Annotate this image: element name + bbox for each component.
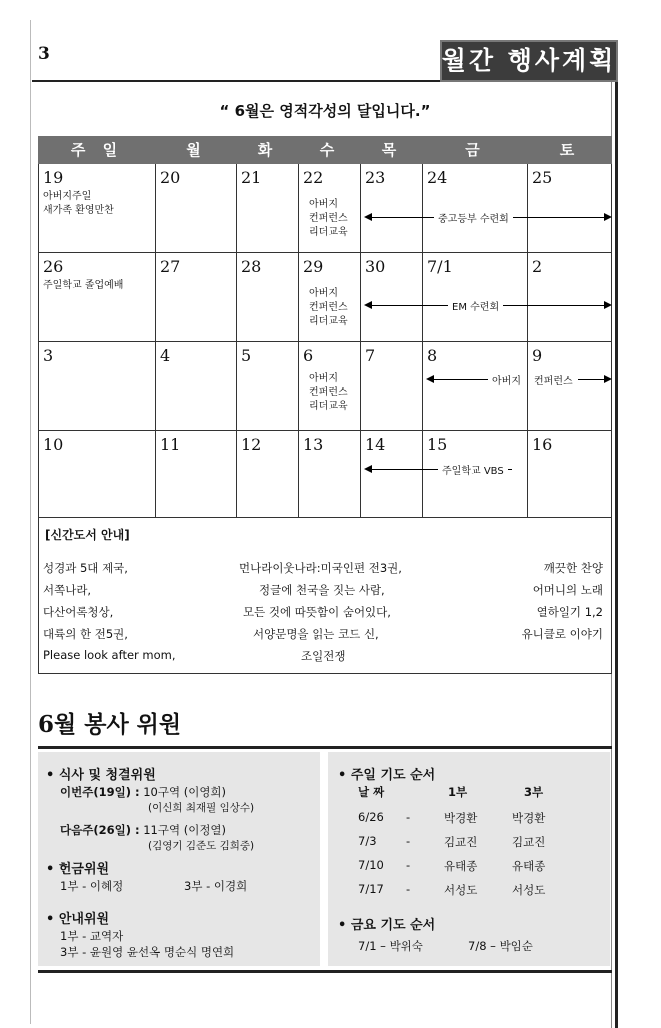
note-line: 아버지주일	[43, 191, 92, 202]
day-cell	[528, 164, 612, 253]
meal-this-week-group: 10구역 (이영희)	[143, 785, 227, 799]
note-line: 아버지	[309, 288, 338, 299]
prayer-third: 박경환	[512, 811, 546, 825]
prayer-dash: -	[406, 810, 411, 824]
arrow-left-head	[364, 213, 372, 221]
day-number: 20	[160, 168, 181, 187]
page-title: 월간 행사계획	[440, 40, 618, 82]
day-number: 22	[303, 168, 324, 187]
prayer-date: 7/17	[358, 882, 384, 896]
book-title: 서양문명을 읽는 코드 신,	[253, 627, 379, 641]
page-number: 3	[38, 44, 50, 64]
day-cell	[156, 164, 237, 253]
new-books-box	[38, 518, 612, 674]
prayer-date: 7/10	[358, 858, 384, 872]
day-number: 27	[160, 257, 181, 276]
day-number: 16	[532, 435, 553, 454]
day-number: 10	[43, 435, 64, 454]
monthly-motto: “ 6월은 영적각성의 달입니다.”	[219, 102, 431, 120]
prayer-date: 6/26	[358, 810, 384, 824]
event-label: 중고등부 수련회	[434, 210, 513, 225]
note-line: 아버지	[309, 199, 338, 210]
day-cell	[38, 164, 156, 253]
offering-third: 3부 - 이경희	[184, 879, 248, 893]
day-cell	[156, 431, 237, 518]
day-cell	[38, 253, 156, 342]
book-title: 깨끗한 찬양	[543, 561, 603, 575]
day-number: 8	[427, 346, 438, 365]
book-title: 다산어록청상,	[43, 605, 114, 619]
day-number: 9	[532, 346, 543, 365]
prayer-date: 7/3	[358, 834, 377, 848]
day-number: 19	[43, 168, 64, 187]
day-number: 12	[241, 435, 262, 454]
prayer-third: 서성도	[512, 883, 546, 897]
day-cell	[528, 431, 612, 518]
day-number: 6	[303, 346, 314, 365]
day-number: 29	[303, 257, 324, 276]
prayer-header-date: 날 짜	[358, 785, 385, 799]
prayer-first: 서성도	[444, 883, 478, 897]
day-note	[43, 279, 123, 293]
day-number: 30	[365, 257, 386, 276]
day-number: 7	[365, 346, 376, 365]
day-cell	[361, 431, 423, 518]
page-right-rule	[615, 80, 618, 1028]
meal-next-week-members: (김영기 김준도 김희중)	[148, 840, 255, 852]
prayer-header-third: 3부	[524, 785, 544, 799]
prayer-third: 김교진	[512, 835, 546, 849]
day-cell	[237, 342, 299, 431]
day-number: 15	[427, 435, 448, 454]
book-title: 대륙의 한 전5권,	[43, 627, 128, 641]
friday-prayer-title: • 금요 기도 순서	[338, 918, 436, 933]
friday-prayer-item: 7/1 – 박위숙	[358, 939, 423, 953]
day-number: 13	[303, 435, 324, 454]
arrow-right-head	[604, 375, 612, 383]
day-number: 4	[160, 346, 171, 365]
service-title: 6월 봉사 위원	[38, 711, 182, 738]
book-title: 어머니의 노래	[532, 583, 603, 597]
event-label: EM 수련회	[448, 298, 503, 313]
note-line: 컨퍼런스	[309, 302, 348, 313]
day-cell	[299, 253, 361, 342]
event-label: 컨퍼런스	[530, 372, 577, 387]
day-cell	[299, 431, 361, 518]
arrow-left-head	[426, 375, 434, 383]
prayer-third: 유태종	[512, 859, 546, 873]
day-cell	[528, 253, 612, 342]
day-cell	[361, 253, 423, 342]
meal-next-week-group: 11구역 (이정열)	[143, 823, 227, 837]
day-number: 23	[365, 168, 386, 187]
day-number: 11	[160, 435, 181, 454]
day-cell	[156, 342, 237, 431]
arrow-right-head	[604, 213, 612, 221]
prayer-first: 김교진	[444, 835, 478, 849]
note-line: 컨퍼런스	[309, 387, 348, 398]
page-left-rule	[30, 20, 31, 1024]
book-title: 유니클로 이야기	[521, 627, 603, 641]
weekday-thu: 목	[381, 141, 403, 159]
day-cell	[38, 342, 156, 431]
service-left-panel	[38, 752, 320, 966]
prayer-first: 박경환	[444, 811, 478, 825]
day-number: 21	[241, 168, 262, 187]
book-title: 열하일기 1,2	[536, 605, 603, 619]
meal-next-week-label: 다음주(26일) :	[60, 823, 140, 837]
day-number: 5	[241, 346, 252, 365]
service-right-panel	[328, 752, 610, 966]
day-cell	[237, 164, 299, 253]
usher-first: 1부 - 교역자	[60, 929, 124, 943]
day-note	[309, 372, 348, 414]
meal-next-week	[60, 822, 226, 838]
weekday-wed: 수	[319, 141, 341, 159]
note-line: 주일학교 졸업예배	[43, 280, 124, 291]
day-number: 28	[241, 257, 262, 276]
note-line: 아버지	[309, 373, 338, 384]
sunday-prayer-title: • 주일 기도 순서	[338, 768, 436, 783]
new-books-title: [신간도서 안내]	[45, 528, 130, 542]
offering-first: 1부 - 이혜정	[60, 879, 124, 893]
book-title: Please look after mom,	[43, 648, 176, 662]
day-cell	[299, 164, 361, 253]
note-line: 리더교육	[309, 227, 348, 238]
day-number: 3	[43, 346, 54, 365]
day-number: 14	[365, 435, 386, 454]
book-title: 서쪽나라,	[43, 583, 92, 597]
arrow-left-head	[364, 301, 372, 309]
event-label: 아버지	[488, 372, 525, 387]
day-note	[309, 198, 348, 240]
book-title: 성경과 5대 제국,	[43, 561, 128, 575]
meal-committee-title: • 식사 및 청결위원	[46, 768, 156, 783]
weekday-mon: 월	[186, 141, 207, 159]
weekday-tue: 화	[257, 141, 279, 159]
prayer-first: 유태종	[444, 859, 478, 873]
offering-committee-title: • 헌금위원	[46, 862, 110, 877]
arrow-right-head	[604, 301, 612, 309]
usher-committee-title: • 안내위원	[46, 912, 110, 927]
day-number: 7/1	[427, 257, 453, 276]
day-cell	[361, 342, 423, 431]
book-title: 먼나라이웃나라:미국인편 전3권,	[239, 561, 402, 575]
day-cell	[237, 431, 299, 518]
day-note	[43, 190, 114, 218]
note-line: 리더교육	[309, 401, 348, 412]
service-bottom-rule	[38, 970, 612, 973]
meal-this-week-label: 이번주(19일) :	[60, 785, 140, 799]
day-cell	[156, 253, 237, 342]
friday-prayer-item: 7/8 – 박임순	[468, 939, 533, 953]
day-cell	[423, 164, 528, 253]
day-number: 2	[532, 257, 543, 276]
prayer-header-first: 1부	[448, 785, 468, 799]
event-span-arrow	[428, 379, 488, 380]
prayer-dash: -	[406, 882, 411, 896]
calendar	[38, 136, 612, 518]
day-note	[309, 287, 348, 329]
weekday-fri: 금	[465, 141, 486, 159]
note-line: 새가족 환영만찬	[43, 205, 114, 216]
usher-third: 3부 - 윤원영 윤선옥 명순식 명연희	[60, 945, 235, 959]
prayer-dash: -	[406, 834, 411, 848]
note-line: 컨퍼런스	[309, 213, 348, 224]
service-top-rule	[38, 746, 612, 749]
day-number: 24	[427, 168, 448, 187]
event-label: 주일학교 VBS	[438, 462, 508, 477]
weekday-sat: 토	[559, 141, 581, 159]
day-number: 26	[43, 257, 64, 276]
day-cell	[299, 342, 361, 431]
meal-this-week	[60, 784, 226, 800]
note-line: 리더교육	[309, 316, 348, 327]
weekday-sun: 주 일	[70, 141, 124, 159]
book-title: 모든 것에 따뜻함이 숨어있다,	[243, 605, 391, 619]
day-cell	[38, 431, 156, 518]
day-cell	[361, 164, 423, 253]
day-number: 25	[532, 168, 553, 187]
prayer-dash: -	[406, 858, 411, 872]
day-cell	[237, 253, 299, 342]
book-title: 조일전쟁	[301, 649, 346, 663]
meal-this-week-members: (이신희 최재필 임상수)	[148, 802, 255, 814]
arrow-left-head	[364, 465, 372, 473]
book-title: 정글에 천국을 짓는 사람,	[259, 583, 385, 597]
